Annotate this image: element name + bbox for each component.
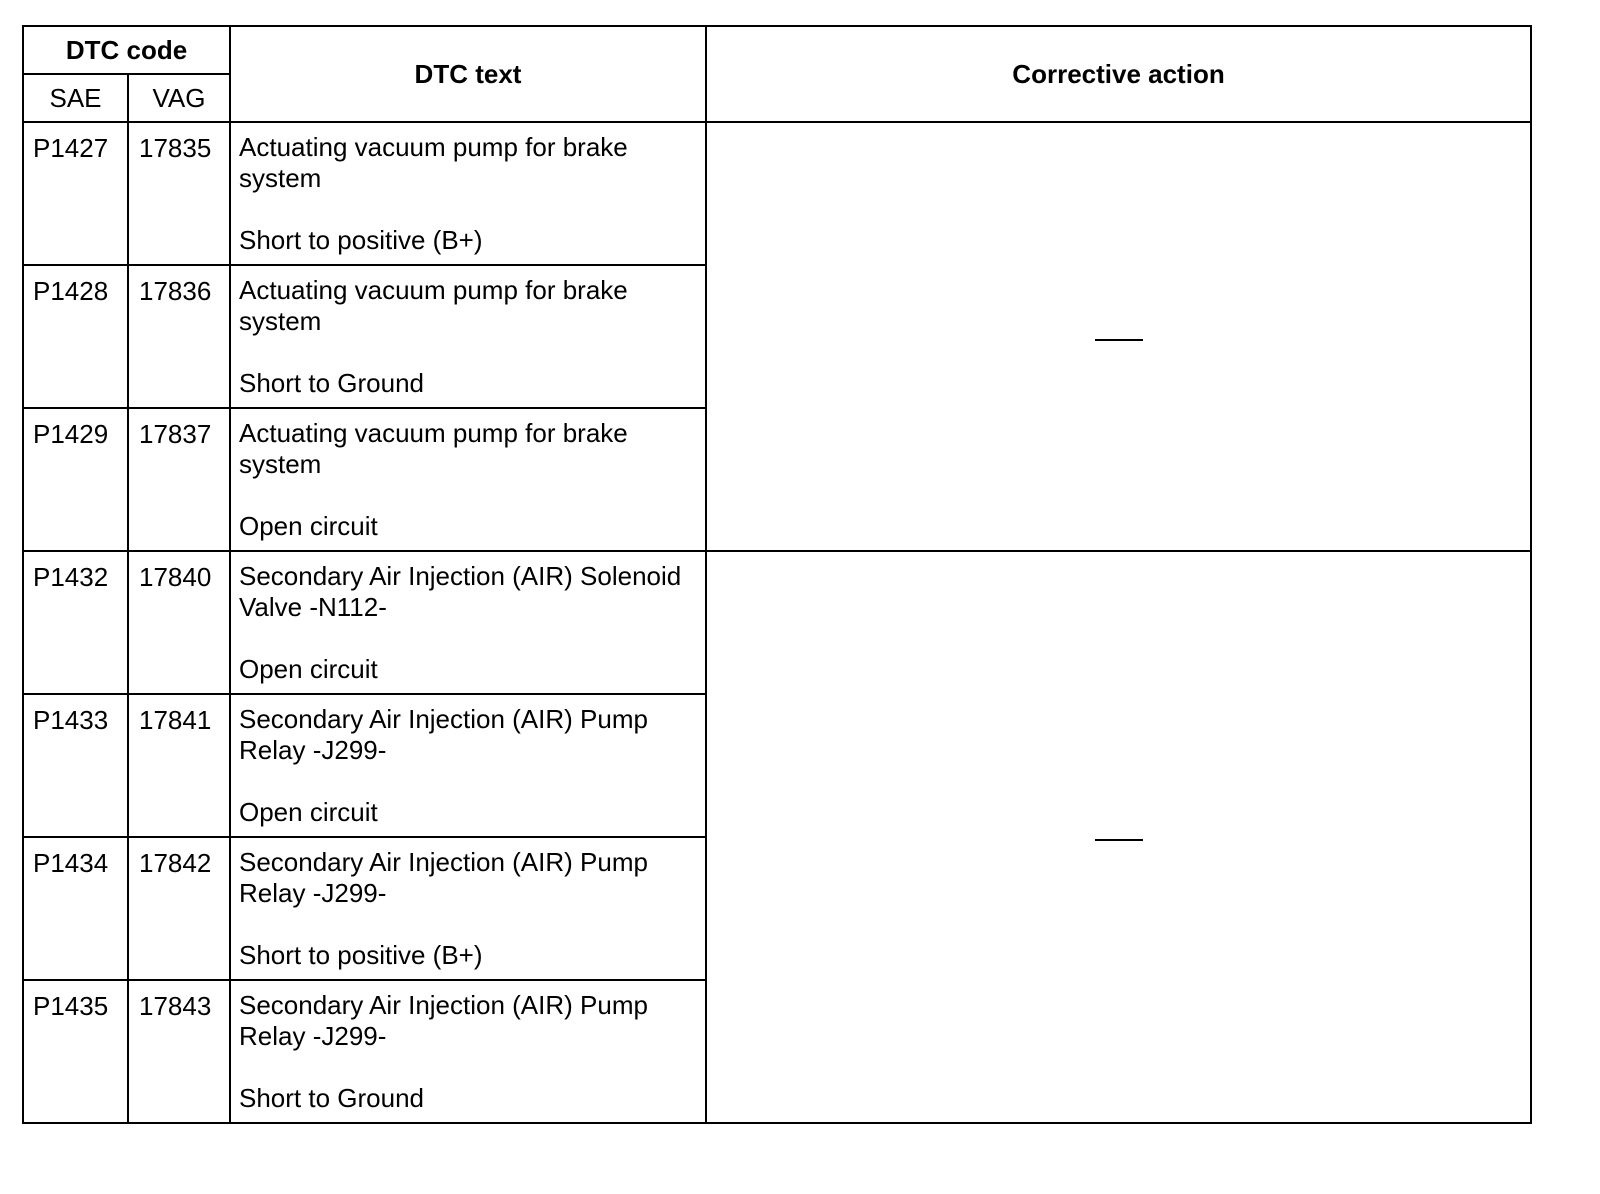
- dtc-text-cell: [230, 694, 706, 837]
- dtc-condition: Open circuit: [239, 511, 378, 541]
- dtc-code-header: DTC code: [23, 26, 230, 74]
- sae-code: P1428: [23, 265, 128, 408]
- dtc-condition: Short to Ground: [239, 368, 424, 398]
- vag-code: 17841: [128, 694, 230, 837]
- vag-code: 17842: [128, 837, 230, 980]
- corrective-action-header: Corrective action: [706, 26, 1531, 122]
- sae-code: P1434: [23, 837, 128, 980]
- table-row: [23, 122, 1531, 265]
- table-row: [23, 551, 1531, 694]
- corrective-action-cell: [706, 551, 1531, 1123]
- dtc-condition: Short to positive (B+): [239, 225, 483, 255]
- dtc-text-header: DTC text: [230, 26, 706, 122]
- dtc-description: Actuating vacuum pump for brake system: [239, 418, 628, 479]
- dtc-text-cell: [230, 122, 706, 265]
- dtc-description: Secondary Air Injection (AIR) Pump Relay -J299-: [239, 990, 648, 1051]
- vag-code: 17837: [128, 408, 230, 551]
- sae-code: P1435: [23, 980, 128, 1123]
- empty-dash: [1095, 839, 1143, 841]
- vag-code: 17836: [128, 265, 230, 408]
- sae-code: P1432: [23, 551, 128, 694]
- sae-header: SAE: [23, 74, 128, 122]
- dtc-condition: Open circuit: [239, 797, 378, 827]
- dtc-description: Actuating vacuum pump for brake system: [239, 275, 628, 336]
- dtc-text-cell: [230, 408, 706, 551]
- dtc-text-cell: [230, 837, 706, 980]
- header-row: [23, 26, 1531, 74]
- dtc-condition: Short to positive (B+): [239, 940, 483, 970]
- dtc-text-cell: [230, 265, 706, 408]
- dtc-condition: Open circuit: [239, 654, 378, 684]
- sae-code: P1433: [23, 694, 128, 837]
- corrective-action-cell: [706, 122, 1531, 551]
- dtc-table: [22, 25, 1532, 1124]
- vag-code: 17840: [128, 551, 230, 694]
- dtc-text-cell: [230, 980, 706, 1123]
- empty-dash: [1095, 339, 1143, 341]
- dtc-text-cell: [230, 551, 706, 694]
- dtc-description: Secondary Air Injection (AIR) Pump Relay -J299-: [239, 847, 648, 908]
- vag-code: 17835: [128, 122, 230, 265]
- sae-code: P1429: [23, 408, 128, 551]
- dtc-condition: Short to Ground: [239, 1083, 424, 1113]
- dtc-description: Secondary Air Injection (AIR) Solenoid Valve -N112-: [239, 561, 682, 622]
- sae-code: P1427: [23, 122, 128, 265]
- vag-code: 17843: [128, 980, 230, 1123]
- dtc-description: Secondary Air Injection (AIR) Pump Relay -J299-: [239, 704, 648, 765]
- dtc-description: Actuating vacuum pump for brake system: [239, 132, 628, 193]
- vag-header: VAG: [128, 74, 230, 122]
